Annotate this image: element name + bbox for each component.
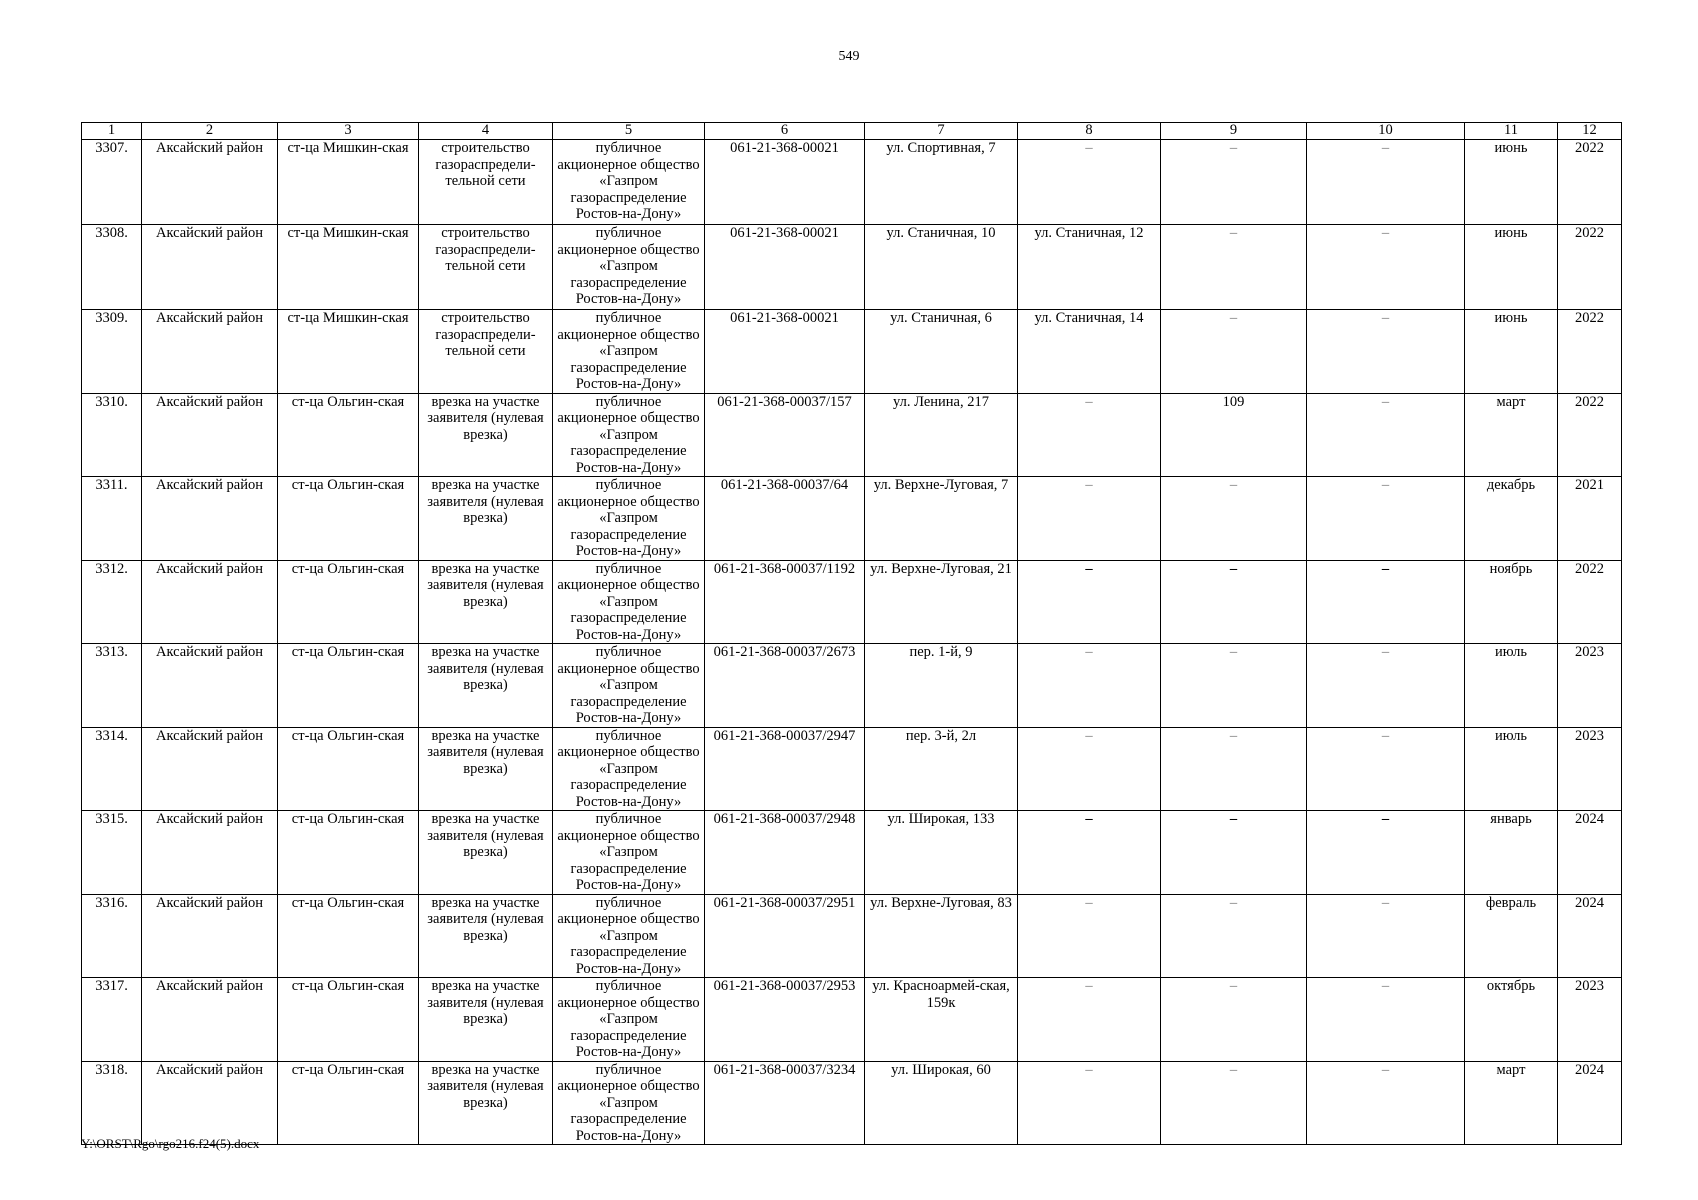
table-row [82,811,1622,895]
registry-table [81,122,1622,1145]
year-cell: 2022 [1558,225,1622,310]
district-cell: Аксайский район [142,727,278,811]
row-number: 3309. [82,310,142,394]
work-type-cell: строительство газораспредели-тельной сети [419,225,553,310]
column-9-cell: – [1161,310,1307,394]
district-cell: Аксайский район [142,140,278,225]
address-to-cell: – [1018,894,1161,978]
table-row [82,560,1622,644]
organization-cell: публичное акционерное общество «Газпром газораспределение Ростов-на-Дону» [553,811,705,895]
work-type-cell: врезка на участке заявителя (нулевая врезка) [419,644,553,728]
address-to-cell: – [1018,560,1161,644]
work-type-cell: врезка на участке заявителя (нулевая врезка) [419,477,553,561]
object-code-cell: 061-21-368-00037/64 [705,477,865,561]
address-cell: ул. Верхне-Луговая, 7 [865,477,1018,561]
district-cell: Аксайский район [142,1061,278,1145]
table-row [82,140,1622,225]
object-code-cell: 061-21-368-00037/2953 [705,978,865,1062]
month-cell: октябрь [1465,978,1558,1062]
month-cell: июль [1465,727,1558,811]
column-header: 8 [1018,123,1161,140]
object-code-cell: 061-21-368-00021 [705,140,865,225]
month-cell: июнь [1465,140,1558,225]
work-type-cell: врезка на участке заявителя (нулевая врезка) [419,393,553,477]
column-9-cell: – [1161,978,1307,1062]
work-type-cell: врезка на участке заявителя (нулевая врезка) [419,560,553,644]
district-cell: Аксайский район [142,644,278,728]
column-header: 1 [82,123,142,140]
column-10-cell: – [1307,644,1465,728]
organization-cell: публичное акционерное общество «Газпром газораспределение Ростов-на-Дону» [553,477,705,561]
year-cell: 2023 [1558,644,1622,728]
work-type-cell: врезка на участке заявителя (нулевая врезка) [419,727,553,811]
column-9-cell: – [1161,560,1307,644]
settlement-cell: ст-ца Ольгин-ская [278,727,419,811]
year-cell: 2023 [1558,978,1622,1062]
column-9-cell: – [1161,477,1307,561]
column-10-cell: – [1307,140,1465,225]
column-10-cell: – [1307,310,1465,394]
year-cell: 2024 [1558,811,1622,895]
column-9-cell: – [1161,811,1307,895]
work-type-cell: строительство газораспредели-тельной сети [419,140,553,225]
table-row [82,225,1622,310]
address-to-cell: – [1018,978,1161,1062]
column-10-cell: – [1307,560,1465,644]
page-number: 549 [838,49,860,64]
row-number: 3315. [82,811,142,895]
settlement-cell: ст-ца Ольгин-ская [278,560,419,644]
month-cell: март [1465,1061,1558,1145]
month-cell: январь [1465,811,1558,895]
table-row [82,894,1622,978]
row-number: 3317. [82,978,142,1062]
organization-cell: публичное акционерное общество «Газпром газораспределение Ростов-на-Дону» [553,393,705,477]
row-number: 3313. [82,644,142,728]
organization-cell: публичное акционерное общество «Газпром газораспределение Ростов-на-Дону» [553,1061,705,1145]
row-number: 3310. [82,393,142,477]
year-cell: 2024 [1558,1061,1622,1145]
organization-cell: публичное акционерное общество «Газпром газораспределение Ростов-на-Дону» [553,727,705,811]
column-header: 4 [419,123,553,140]
settlement-cell: ст-ца Ольгин-ская [278,1061,419,1145]
settlement-cell: ст-ца Мишкин-ская [278,140,419,225]
table-row [82,978,1622,1062]
row-number: 3307. [82,140,142,225]
address-cell: ул. Спортивная, 7 [865,140,1018,225]
column-9-cell: – [1161,225,1307,310]
table-row [82,1061,1622,1145]
district-cell: Аксайский район [142,978,278,1062]
row-number: 3308. [82,225,142,310]
address-cell: ул. Широкая, 133 [865,811,1018,895]
object-code-cell: 061-21-368-00037/2947 [705,727,865,811]
address-cell: ул. Верхне-Луговая, 83 [865,894,1018,978]
column-10-cell: – [1307,978,1465,1062]
month-cell: ноябрь [1465,560,1558,644]
column-header: 9 [1161,123,1307,140]
column-10-cell: – [1307,393,1465,477]
year-cell: 2022 [1558,393,1622,477]
organization-cell: публичное акционерное общество «Газпром газораспределение Ростов-на-Дону» [553,140,705,225]
column-10-cell: – [1307,225,1465,310]
address-cell: пер. 1-й, 9 [865,644,1018,728]
column-header: 11 [1465,123,1558,140]
year-cell: 2023 [1558,727,1622,811]
address-cell: ул. Ленина, 217 [865,393,1018,477]
address-to-cell: – [1018,644,1161,728]
object-code-cell: 061-21-368-00021 [705,225,865,310]
settlement-cell: ст-ца Ольгин-ская [278,477,419,561]
column-10-cell: – [1307,727,1465,811]
address-to-cell: – [1018,140,1161,225]
district-cell: Аксайский район [142,225,278,310]
work-type-cell: строительство газораспредели-тельной сети [419,310,553,394]
settlement-cell: ст-ца Ольгин-ская [278,644,419,728]
organization-cell: публичное акционерное общество «Газпром газораспределение Ростов-на-Дону» [553,560,705,644]
month-cell: июнь [1465,310,1558,394]
address-to-cell: – [1018,477,1161,561]
column-9-cell: – [1161,644,1307,728]
month-cell: февраль [1465,894,1558,978]
column-9-cell: – [1161,727,1307,811]
column-10-cell: – [1307,477,1465,561]
settlement-cell: ст-ца Мишкин-ская [278,310,419,394]
column-header: 3 [278,123,419,140]
address-cell: ул. Широкая, 60 [865,1061,1018,1145]
address-cell: пер. 3-й, 2л [865,727,1018,811]
column-header: 7 [865,123,1018,140]
address-cell: ул. Красноармей-ская, 159к [865,978,1018,1062]
organization-cell: публичное акционерное общество «Газпром газораспределение Ростов-на-Дону» [553,894,705,978]
work-type-cell: врезка на участке заявителя (нулевая врезка) [419,978,553,1062]
district-cell: Аксайский район [142,393,278,477]
row-number: 3318. [82,1061,142,1145]
column-9-cell: – [1161,894,1307,978]
organization-cell: публичное акционерное общество «Газпром газораспределение Ростов-на-Дону» [553,644,705,728]
column-9-cell: – [1161,140,1307,225]
year-cell: 2022 [1558,560,1622,644]
column-9-cell: – [1161,1061,1307,1145]
object-code-cell: 061-21-368-00037/3234 [705,1061,865,1145]
address-to-cell: – [1018,727,1161,811]
settlement-cell: ст-ца Ольгин-ская [278,978,419,1062]
month-cell: июнь [1465,225,1558,310]
organization-cell: публичное акционерное общество «Газпром газораспределение Ростов-на-Дону» [553,978,705,1062]
district-cell: Аксайский район [142,894,278,978]
table-row [82,727,1622,811]
column-10-cell: – [1307,1061,1465,1145]
table-row [82,477,1622,561]
organization-cell: публичное акционерное общество «Газпром газораспределение Ростов-на-Дону» [553,310,705,394]
table-row [82,310,1622,394]
settlement-cell: ст-ца Ольгин-ская [278,894,419,978]
object-code-cell: 061-21-368-00021 [705,310,865,394]
address-cell: ул. Станичная, 6 [865,310,1018,394]
work-type-cell: врезка на участке заявителя (нулевая врезка) [419,894,553,978]
column-header: 12 [1558,123,1622,140]
month-cell: март [1465,393,1558,477]
address-to-cell: ул. Станичная, 14 [1018,310,1161,394]
column-number-row [82,123,1622,140]
address-cell: ул. Станичная, 10 [865,225,1018,310]
registry-body [82,140,1622,1145]
table-row [82,644,1622,728]
work-type-cell: врезка на участке заявителя (нулевая врезка) [419,1061,553,1145]
address-to-cell: – [1018,393,1161,477]
year-cell: 2021 [1558,477,1622,561]
column-10-cell: – [1307,811,1465,895]
organization-cell: публичное акционерное общество «Газпром газораспределение Ростов-на-Дону» [553,225,705,310]
column-9-cell: 109 [1161,393,1307,477]
row-number: 3316. [82,894,142,978]
year-cell: 2022 [1558,310,1622,394]
year-cell: 2024 [1558,894,1622,978]
address-to-cell: – [1018,1061,1161,1145]
district-cell: Аксайский район [142,811,278,895]
column-header: 2 [142,123,278,140]
settlement-cell: ст-ца Ольгин-ская [278,393,419,477]
column-header: 6 [705,123,865,140]
object-code-cell: 061-21-368-00037/157 [705,393,865,477]
column-header: 5 [553,123,705,140]
object-code-cell: 061-21-368-00037/2948 [705,811,865,895]
year-cell: 2022 [1558,140,1622,225]
district-cell: Аксайский район [142,560,278,644]
column-header: 10 [1307,123,1465,140]
month-cell: июль [1465,644,1558,728]
row-number: 3312. [82,560,142,644]
row-number: 3314. [82,727,142,811]
address-to-cell: ул. Станичная, 12 [1018,225,1161,310]
row-number: 3311. [82,477,142,561]
month-cell: декабрь [1465,477,1558,561]
object-code-cell: 061-21-368-00037/1192 [705,560,865,644]
table-row [82,393,1622,477]
address-to-cell: – [1018,811,1161,895]
work-type-cell: врезка на участке заявителя (нулевая врезка) [419,811,553,895]
address-cell: ул. Верхне-Луговая, 21 [865,560,1018,644]
object-code-cell: 061-21-368-00037/2951 [705,894,865,978]
district-cell: Аксайский район [142,477,278,561]
district-cell: Аксайский район [142,310,278,394]
footer-file-path: Y:\ORST\Rgo\rgo216.f24(5).docx [81,1136,260,1151]
object-code-cell: 061-21-368-00037/2673 [705,644,865,728]
settlement-cell: ст-ца Мишкин-ская [278,225,419,310]
settlement-cell: ст-ца Ольгин-ская [278,811,419,895]
column-10-cell: – [1307,894,1465,978]
